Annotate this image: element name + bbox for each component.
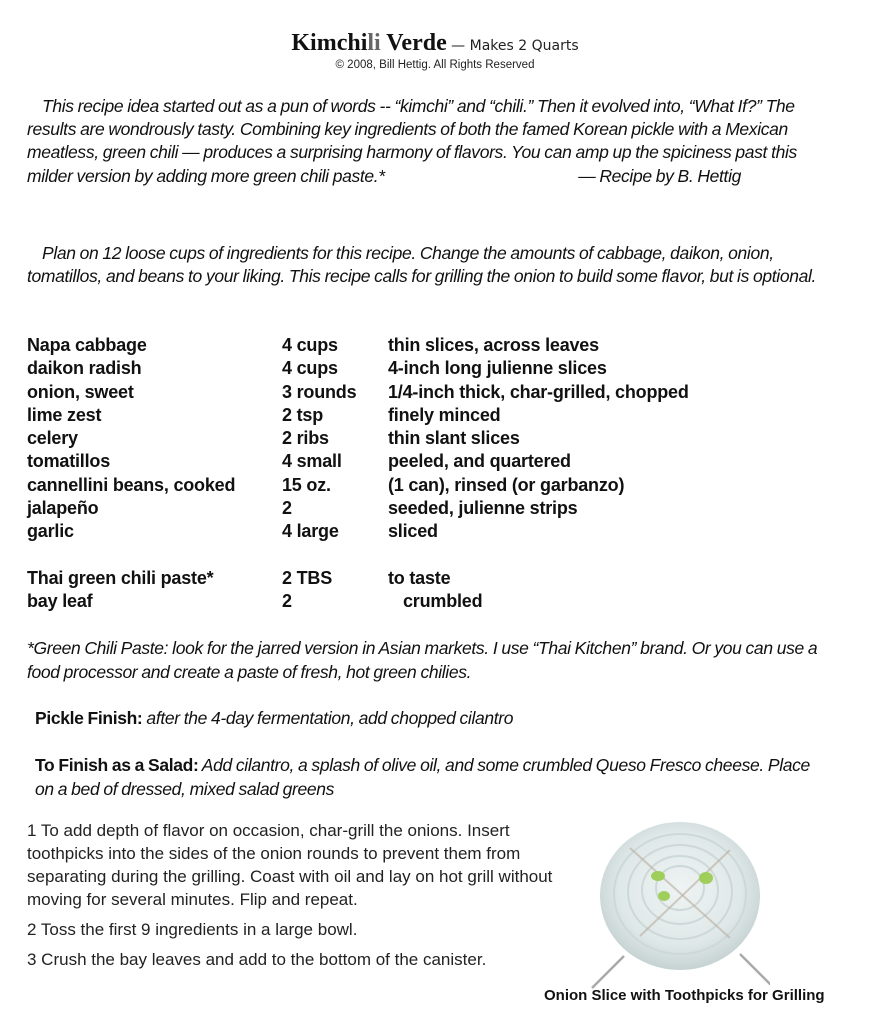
ingredient-name: Thai green chili paste* xyxy=(27,567,214,588)
ingredient-name: jalapeño xyxy=(27,498,99,519)
onion-sprout xyxy=(651,871,665,881)
ingredient-name: lime zest xyxy=(27,404,102,425)
ingredient-amount: 2 tsp xyxy=(282,404,324,425)
yield-subtitle: — Makes 2 Quarts xyxy=(446,38,579,54)
ingredient-prep: to taste xyxy=(388,567,451,588)
ingredient-amount: 4 large xyxy=(282,521,339,542)
step: 2 Toss the first 9 ingredients in a large bowl. xyxy=(27,920,358,939)
pickle-finish xyxy=(35,707,825,731)
toothpick-right xyxy=(740,954,770,986)
ingredient-prep: 1/4-inch thick, char-grilled, chopped xyxy=(388,381,689,402)
title-line xyxy=(0,30,870,57)
intro-paragraph xyxy=(27,95,827,188)
onion-sprout xyxy=(658,891,670,901)
ingredient-prep: thin slant slices xyxy=(388,428,520,449)
ingredient-prep: (1 can), rinsed (or garbanzo) xyxy=(388,474,625,495)
ingredient-amount: 4 small xyxy=(282,451,342,472)
pickle-finish-text: after the 4-day fermentation, add chopped cilantro xyxy=(142,708,514,728)
pickle-finish-label: Pickle Finish: xyxy=(35,708,143,728)
ingredient-amount: 2 ribs xyxy=(282,428,329,449)
ingredient-prep: peeled, and quartered xyxy=(388,451,571,472)
intro-text: This recipe idea started out as a pun of words -- “kimchi” and “chili.” Then it evolved into, “What If?” The results are wondrously tasty. Combining key ingredients of both the famed Korean pickle with a Mexican meatless, green chili — produces a surprising harmony of flavors. You can amp up the spiciness past this milder version by adding more green chili paste.* xyxy=(27,96,797,186)
ingredient-amount: 2 xyxy=(282,498,292,519)
ingredient-name: cannellini beans, cooked xyxy=(27,474,236,495)
ingredient-name: bay leaf xyxy=(27,591,93,612)
ingredient-name: garlic xyxy=(27,521,74,542)
byline: — Recipe by B. Hettig xyxy=(578,165,741,186)
plan-paragraph xyxy=(27,242,827,288)
photo-caption: Onion Slice with Toothpicks for Grilling xyxy=(544,987,825,1004)
recipe-header xyxy=(0,30,870,71)
ingredient-amount: 4 cups xyxy=(282,335,338,355)
title-part: Kimchi xyxy=(291,30,368,56)
ingredient-name: tomatillos xyxy=(27,451,111,472)
ingredient-name: celery xyxy=(27,428,78,449)
copyright: © 2008, Bill Hettig. All Rights Reserved xyxy=(335,59,535,71)
ingredient-prep: thin slices, across leaves xyxy=(388,335,599,355)
salad-finish xyxy=(35,754,825,801)
onion-slice-photo xyxy=(590,818,770,998)
step: 3 Crush the bay leaves and add to the bottom of the canister. xyxy=(27,950,487,969)
ingredient-amount: 15 oz. xyxy=(282,474,331,495)
salad-finish-label: To Finish as a Salad: xyxy=(35,755,199,775)
chili-paste-note: *Green Chili Paste: look for the jarred version in Asian markets. I use “Thai Kitchen” brand. Or you can use a food processor and create a paste of fresh, hot green chilies. xyxy=(27,638,818,682)
ingredient-name: Napa cabbage xyxy=(27,335,147,355)
toothpick-left xyxy=(592,956,624,988)
title-part: Verde xyxy=(380,30,447,56)
recipe-title xyxy=(291,30,446,56)
ingredient-prep: sliced xyxy=(388,521,438,542)
ingredient-name: onion, sweet xyxy=(27,381,134,402)
ingredient-prep: finely minced xyxy=(388,404,501,425)
steps-list xyxy=(27,819,557,978)
step: 1 To add depth of flavor on occasion, char-grill the onions. Insert toothpicks into the sides of the onion rounds to prevent them from separating during the grilling. Coast with oil and lay on hot grill without moving for several minutes. Flip and repeat. xyxy=(27,821,553,909)
ingredient-prep: crumbled xyxy=(403,591,483,612)
ingredient-amount: 2 xyxy=(282,591,292,612)
ingredient-amount: 4 cups xyxy=(282,358,338,379)
ingredient-prep: seeded, julienne strips xyxy=(388,498,578,519)
ingredient-prep: 4-inch long julienne slices xyxy=(388,358,607,379)
plan-text: Plan on 12 loose cups of ingredients for this recipe. Change the amounts of cabbage, daikon, onion, tomatillos, and beans to your liking. This recipe calls for grilling the onion to build some flavor, but is optional. xyxy=(27,243,817,287)
salad-finish-text: Add cilantro, a splash of olive oil, and some crumbled Queso Fresco cheese. Place on a bed of dressed, mixed salad greens xyxy=(35,755,810,799)
title-part-gray: li xyxy=(367,30,381,56)
onion-sprout xyxy=(699,872,713,884)
ingredient-name: daikon radish xyxy=(27,358,142,379)
ingredient-amount: 2 TBS xyxy=(282,567,333,588)
ingredient-amount: 3 rounds xyxy=(282,381,357,402)
